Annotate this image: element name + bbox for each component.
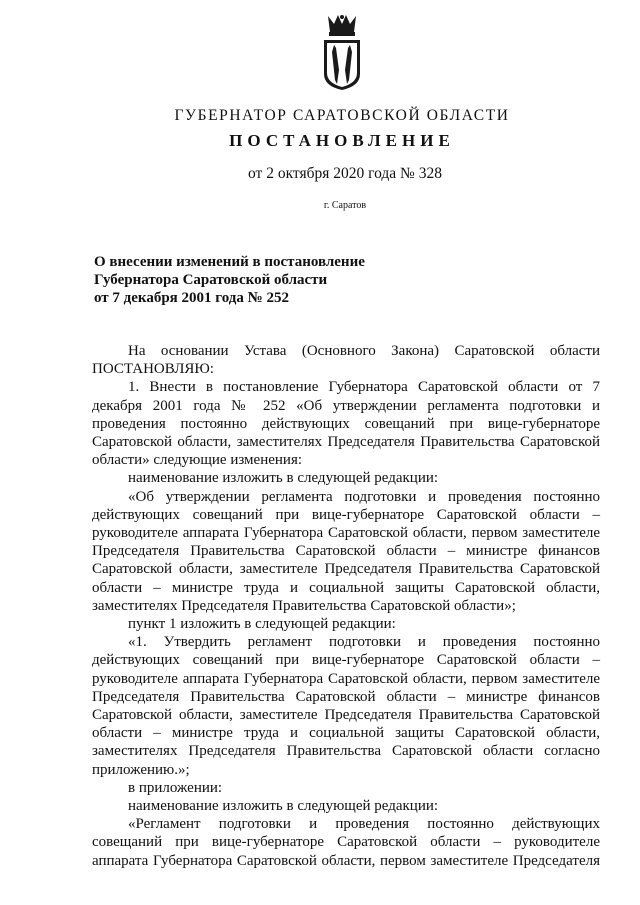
subject-line: Губернатора Саратовской области: [94, 272, 328, 288]
coat-of-arms-icon: [318, 12, 366, 92]
body-paragraph: пункт 1 изложить в следующей редакции:: [128, 616, 396, 633]
body-paragraph: На основании Устава (Основного Закона) Саратовской области: [128, 343, 600, 359]
issuer-title: ГУБЕРНАТОР САРАТОВСКОЙ ОБЛАСТИ: [174, 107, 510, 124]
subject-line: О внесении изменений в постановление: [94, 254, 365, 270]
body-paragraph: «Об утверждении регламента подготовки и проведения постоянно действующих совещаний при вице-губернаторе Саратовской области – руководителе аппарата Губернатора Саратовской области, первом заместителе Председателя Правительства Саратовской области – министре финансов Саратовской области, заместителе Председателя Правительства Саратовской области – министре труда и социальной защиты Саратовской области, заместителях Председателя Правительства Саратовской области»;: [92, 488, 600, 614]
document-type-title: ПОСТАНОВЛЕНИЕ: [229, 131, 455, 150]
body-paragraph: наименование изложить в следующей редакции:: [128, 470, 439, 487]
body-paragraph: ПОСТАНОВЛЯЮ:: [92, 361, 214, 378]
body-paragraph: «Регламент подготовки и проведения постоянно действующих совещаний при вице-губернаторе Саратовской области – руководителе аппарата Губернатора Саратовской области, первом заместителе Председателя: [92, 816, 600, 869]
body-paragraph: «1. Утвердить регламент подготовки и проведения постоянно действующих совещаний при вице-губернаторе Саратовской области – руководителе аппарата Губернатора Саратовской области, первом заместителе Председателя Правительства Саратовской области – министре финансов Саратовской области, заместителе Председателя Правительства Саратовской области – министре труда и социальной защиты Саратовской области, заместителях Председателя Правительства Саратовской области согласно приложению.»;: [92, 634, 600, 778]
date-and-number: от 2 октября 2020 года № 328: [248, 165, 442, 182]
place-of-issue: г. Саратов: [323, 200, 367, 211]
subject-line: от 7 декабря 2001 года № 252: [94, 290, 289, 306]
body-paragraph: в приложении:: [128, 779, 223, 796]
body-paragraph: 1. Внести в постановление Губернатора Саратовской области от 7 декабря 2001 года № 252 «Об утверждении регламента подготовки и проведения постоянно действующих совещаний при вице-губернаторе Саратовской области, заместителях Председателя Правительства Саратовской области» следующие изменения:: [92, 379, 600, 469]
document-body: [92, 342, 600, 870]
document-subject: [94, 253, 414, 307]
body-paragraph: наименование изложить в следующей редакции:: [128, 798, 439, 815]
